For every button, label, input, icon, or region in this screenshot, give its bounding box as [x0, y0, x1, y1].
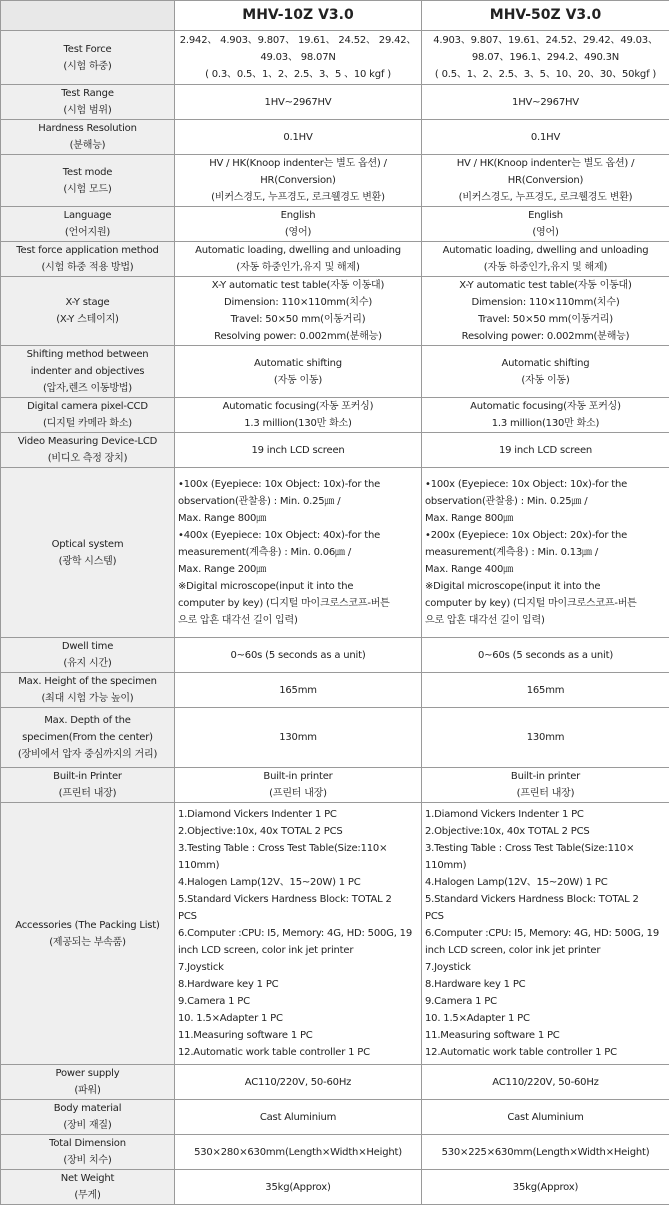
spec-row [1, 1065, 669, 1100]
spec-value-line: (프린터 내장) [425, 785, 666, 802]
spec-label-line: (시험 하중) [4, 58, 171, 75]
spec-value-line: 530×280×630mm(Length×Width×Height) [178, 1144, 418, 1161]
spec-label-line: indenter and objectives [4, 363, 171, 380]
spec-label-line: (무게) [4, 1187, 171, 1204]
spec-value-model-1 [175, 398, 422, 433]
spec-value-line: HR(Conversion) [178, 172, 418, 189]
spec-value-line: 3.Testing Table : Cross Test Table(Size:110× [425, 840, 666, 857]
spec-label [1, 277, 175, 346]
spec-value-model-1 [175, 1100, 422, 1135]
spec-value-line: (영어) [178, 224, 418, 241]
spec-value-line: Max. Range 800㎛ [178, 510, 418, 527]
spec-value-model-1 [175, 803, 422, 1065]
spec-label [1, 1170, 175, 1205]
spec-value-line: 8.Hardware key 1 PC [425, 976, 666, 993]
spec-label-line: Test Range [4, 85, 171, 102]
spec-value-line: 130mm [425, 729, 666, 746]
spec-label-line: (언어지원) [4, 224, 171, 241]
spec-label [1, 638, 175, 673]
spec-value-line: Automatic focusing(자동 포커싱) [425, 398, 666, 415]
spec-value-line: X-Y automatic test table(자동 이동대) [425, 277, 666, 294]
spec-value-line: AC110/220V, 50-60Hz [425, 1074, 666, 1091]
spec-value-line: 7.Joystick [178, 959, 418, 976]
spec-label-line: (유지 시간) [4, 655, 171, 672]
spec-label-line: Optical system [4, 536, 171, 553]
spec-value-line: Travel: 50×50 mm(이동거리) [425, 311, 666, 328]
spec-value-line: 0~60s (5 seconds as a unit) [178, 647, 418, 664]
spec-value-model-1 [175, 673, 422, 708]
spec-label-line: (장비 재질) [4, 1117, 171, 1134]
spec-value-line: Max. Range 200㎛ [178, 561, 418, 578]
spec-label [1, 1100, 175, 1135]
spec-value-line: computer by key) (디지털 마이크로스코프-버튼 [178, 595, 418, 612]
spec-value-line: 9.Camera 1 PC [178, 993, 418, 1010]
spec-value-line: •400x (Eyepiece: 10x Object: 40x)-for the [178, 527, 418, 544]
spec-value-line: Resolving power: 0.002mm(분해능) [425, 328, 666, 345]
spec-label-line: (최대 시험 가능 높이) [4, 690, 171, 707]
spec-value-line: 165mm [178, 682, 418, 699]
spec-value-line: 130mm [178, 729, 418, 746]
spec-value-model-1 [175, 708, 422, 768]
spec-value-line: observation(관찰용) : Min. 0.25㎛ / [178, 493, 418, 510]
spec-label-line: Hardness Resolution [4, 120, 171, 137]
spec-label [1, 346, 175, 398]
spec-row [1, 155, 669, 207]
spec-value-model-2 [422, 708, 669, 768]
spec-value-line: 4.903、9.807、19.61、24.52、29.42、49.03、 [425, 32, 666, 49]
spec-row [1, 31, 669, 85]
spec-label-line: specimen(From the center) [4, 729, 171, 746]
spec-label [1, 803, 175, 1065]
spec-label-line: (비디오 측정 장치) [4, 450, 171, 467]
spec-value-line: 8.Hardware key 1 PC [178, 976, 418, 993]
spec-row [1, 768, 669, 803]
spec-value-model-2 [422, 346, 669, 398]
spec-value-line: Travel: 50×50 mm(이동거리) [178, 311, 418, 328]
spec-row [1, 120, 669, 155]
spec-value-line: 165mm [425, 682, 666, 699]
spec-value-line: Automatic loading, dwelling and unloading [425, 242, 666, 259]
spec-value-line: (자동 이동) [425, 372, 666, 389]
spec-label-line: Digital camera pixel-CCD [4, 398, 171, 415]
spec-value-line: 35kg(Approx) [425, 1179, 666, 1196]
spec-value-model-1 [175, 155, 422, 207]
spec-value-line: 1.Diamond Vickers Indenter 1 PC [425, 806, 666, 823]
spec-value-line: Cast Aluminium [178, 1109, 418, 1126]
spec-value-line: 6.Computer :CPU: I5, Memory: 4G, HD: 500G, 19 [425, 925, 666, 942]
spec-value-line: observation(관찰용) : Min. 0.25㎛ / [425, 493, 666, 510]
spec-label-line: Net Weight [4, 1170, 171, 1187]
spec-value-line: 110mm) [178, 857, 418, 874]
spec-label-line: Shifting method between [4, 346, 171, 363]
spec-value-line: Dimension: 110×110mm(치수) [425, 294, 666, 311]
header-row [1, 1, 669, 31]
spec-value-line: AC110/220V, 50-60Hz [178, 1074, 418, 1091]
spec-value-model-1 [175, 768, 422, 803]
spec-row [1, 346, 669, 398]
spec-label [1, 207, 175, 242]
spec-value-model-2 [422, 768, 669, 803]
spec-label-line: (분해능) [4, 137, 171, 154]
spec-value-model-2 [422, 120, 669, 155]
spec-label [1, 85, 175, 120]
spec-value-line: Dimension: 110×110mm(치수) [178, 294, 418, 311]
spec-row [1, 207, 669, 242]
spec-row [1, 468, 669, 638]
spec-value-model-2 [422, 1100, 669, 1135]
spec-value-line: PCS [425, 908, 666, 925]
spec-value-model-2 [422, 433, 669, 468]
spec-value-line: English [425, 207, 666, 224]
spec-value-line: Built-in printer [178, 768, 418, 785]
spec-label [1, 433, 175, 468]
spec-value-line: 7.Joystick [425, 959, 666, 976]
spec-label-line: (시험 범위) [4, 102, 171, 119]
spec-value-model-2 [422, 638, 669, 673]
spec-label-line: (장비 치수) [4, 1152, 171, 1169]
spec-value-line: 2.Objective:10x, 40x TOTAL 2 PCS [425, 823, 666, 840]
spec-value-line: HV / HK(Knoop indenter는 별도 옵션) / [178, 155, 418, 172]
spec-value-line: 11.Measuring software 1 PC [425, 1027, 666, 1044]
spec-value-model-2 [422, 673, 669, 708]
spec-value-line: 19 inch LCD screen [425, 442, 666, 459]
spec-value-model-1 [175, 120, 422, 155]
spec-value-line: computer by key) (디지털 마이크로스코프-버튼 [425, 595, 666, 612]
spec-value-line: 1.Diamond Vickers Indenter 1 PC [178, 806, 418, 823]
spec-label [1, 768, 175, 803]
spec-value-line: Max. Range 400㎛ [425, 561, 666, 578]
spec-value-model-2 [422, 1065, 669, 1100]
spec-label-line: (광학 시스템) [4, 553, 171, 570]
spec-label-line: (시험 모드) [4, 181, 171, 198]
spec-label [1, 468, 175, 638]
spec-row [1, 398, 669, 433]
spec-value-line: 1.3 million(130만 화소) [425, 415, 666, 432]
spec-value-model-2 [422, 1170, 669, 1205]
spec-value-model-1 [175, 433, 422, 468]
spec-value-model-1 [175, 31, 422, 85]
spec-value-model-2 [422, 207, 669, 242]
spec-value-line: Automatic shifting [425, 355, 666, 372]
spec-label [1, 242, 175, 277]
spec-label-line: (시험 하중 적용 방법) [4, 259, 171, 276]
spec-label [1, 1135, 175, 1170]
spec-value-line: 으로 압흔 대각선 길이 입력) [425, 612, 666, 629]
spec-value-line: 1.3 million(130만 화소) [178, 415, 418, 432]
spec-value-line: inch LCD screen, color ink jet printer [178, 942, 418, 959]
spec-value-line: inch LCD screen, color ink jet printer [425, 942, 666, 959]
spec-value-line: 0.1HV [178, 129, 418, 146]
spec-value-line: (자동 하중인가,유지 및 해제) [425, 259, 666, 276]
spec-value-line: 98.07、196.1、294.2、490.3N [425, 49, 666, 66]
spec-value-line: Cast Aluminium [425, 1109, 666, 1126]
spec-value-line: 0~60s (5 seconds as a unit) [425, 647, 666, 664]
spec-label [1, 155, 175, 207]
spec-value-line: 1HV~2967HV [425, 94, 666, 111]
spec-value-line: 1HV~2967HV [178, 94, 418, 111]
spec-row [1, 638, 669, 673]
spec-label [1, 708, 175, 768]
spec-value-model-1 [175, 207, 422, 242]
spec-value-line: (영어) [425, 224, 666, 241]
spec-value-line: Automatic loading, dwelling and unloading [178, 242, 418, 259]
spec-label-line: Accessories (The Packing List) [4, 917, 171, 934]
spec-value-line: •100x (Eyepiece: 10x Object: 10x)-for the [178, 476, 418, 493]
spec-value-line: Resolving power: 0.002mm(분해능) [178, 328, 418, 345]
spec-label-line: (파워) [4, 1082, 171, 1099]
spec-label-line: Max. Depth of the [4, 712, 171, 729]
spec-label-line: (X-Y 스테이지) [4, 311, 171, 328]
spec-row [1, 1135, 669, 1170]
spec-value-model-2 [422, 31, 669, 85]
spec-value-line: Built-in printer [425, 768, 666, 785]
spec-value-line: ( 0.5、1、2、2.5、3、5、10、20、30、50kgf ) [425, 66, 666, 83]
spec-value-line: 9.Camera 1 PC [425, 993, 666, 1010]
spec-value-model-1 [175, 1065, 422, 1100]
spec-value-line: 4.Halogen Lamp(12V、15~20W) 1 PC [178, 874, 418, 891]
spec-value-line: 3.Testing Table : Cross Test Table(Size:110× [178, 840, 418, 857]
spec-label-line: Built-in Printer [4, 768, 171, 785]
spec-value-model-2 [422, 277, 669, 346]
spec-value-line: ※Digital microscope(input it into the [178, 578, 418, 595]
spec-value-line: (자동 이동) [178, 372, 418, 389]
spec-value-line: X-Y automatic test table(자동 이동대) [178, 277, 418, 294]
spec-label-line: Dwell time [4, 638, 171, 655]
spec-value-model-1 [175, 638, 422, 673]
spec-value-line: Automatic shifting [178, 355, 418, 372]
model-name-2: MHV-50Z V3.0 [422, 1, 669, 31]
spec-value-line: Max. Range 800㎛ [425, 510, 666, 527]
spec-value-line: 4.Halogen Lamp(12V、15~20W) 1 PC [425, 874, 666, 891]
spec-value-line: 19 inch LCD screen [178, 442, 418, 459]
spec-value-line: 530×225×630mm(Length×Width×Height) [425, 1144, 666, 1161]
spec-value-line: measurement(계측용) : Min. 0.06㎛ / [178, 544, 418, 561]
spec-value-model-1 [175, 277, 422, 346]
spec-value-line: HV / HK(Knoop indenter는 별도 옵션) / [425, 155, 666, 172]
spec-value-model-2 [422, 468, 669, 638]
spec-label-line: Language [4, 207, 171, 224]
spec-value-line: 6.Computer :CPU: I5, Memory: 4G, HD: 500G, 19 [178, 925, 418, 942]
spec-value-model-2 [422, 85, 669, 120]
spec-value-line: 12.Automatic work table controller 1 PC [178, 1044, 418, 1061]
spec-row [1, 85, 669, 120]
spec-value-model-2 [422, 398, 669, 433]
spec-row [1, 433, 669, 468]
spec-value-line: (자동 하중인가,유지 및 해제) [178, 259, 418, 276]
spec-label-line: Max. Height of the specimen [4, 673, 171, 690]
spec-label-line: Test mode [4, 164, 171, 181]
spec-label [1, 1065, 175, 1100]
spec-value-model-1 [175, 85, 422, 120]
spec-label-line: Test Force [4, 41, 171, 58]
spec-value-model-2 [422, 155, 669, 207]
spec-value-model-1 [175, 346, 422, 398]
model-name-1: MHV-10Z V3.0 [175, 1, 422, 31]
spec-value-model-2 [422, 1135, 669, 1170]
spec-value-line: •100x (Eyepiece: 10x Object: 10x)-for the [425, 476, 666, 493]
spec-value-model-1 [175, 468, 422, 638]
spec-value-line: (프린터 내장) [178, 785, 418, 802]
spec-label-line: X-Y stage [4, 294, 171, 311]
spec-value-line: Automatic focusing(자동 포커싱) [178, 398, 418, 415]
spec-label-line: (압자,렌즈 이동방법) [4, 380, 171, 397]
spec-value-line: ( 0.3、0.5、1、2、2.5、3、5 、10 kgf ) [178, 66, 418, 83]
spec-value-line: English [178, 207, 418, 224]
header-blank-cell [1, 1, 175, 31]
spec-label-line: Total Dimension [4, 1135, 171, 1152]
spec-value-line: 35kg(Approx) [178, 1179, 418, 1196]
spec-value-line: 110mm) [425, 857, 666, 874]
spec-row [1, 673, 669, 708]
spec-label [1, 673, 175, 708]
spec-value-line: ※Digital microscope(input it into the [425, 578, 666, 595]
spec-value-line: HR(Conversion) [425, 172, 666, 189]
spec-row [1, 242, 669, 277]
spec-value-line: 10. 1.5×Adapter 1 PC [178, 1010, 418, 1027]
spec-value-line: •200x (Eyepiece: 10x Object: 20x)-for the [425, 527, 666, 544]
spec-label-line: Power supply [4, 1065, 171, 1082]
spec-label [1, 120, 175, 155]
spec-row [1, 277, 669, 346]
spec-label-line: Video Measuring Device-LCD [4, 433, 171, 450]
spec-value-model-1 [175, 242, 422, 277]
spec-label-line: (장비에서 압자 중심까지의 거리) [4, 746, 171, 763]
spec-value-model-1 [175, 1170, 422, 1205]
spec-value-line: 5.Standard Vickers Hardness Block: TOTAL 2 [425, 891, 666, 908]
spec-row [1, 1170, 669, 1205]
spec-value-line: 2.Objective:10x, 40x TOTAL 2 PCS [178, 823, 418, 840]
spec-label-line: (프린터 내장) [4, 785, 171, 802]
spec-label-line: (제공되는 부속품) [4, 934, 171, 951]
spec-value-line: 0.1HV [425, 129, 666, 146]
spec-value-model-2 [422, 803, 669, 1065]
spec-value-line: 49.03、 98.07N [178, 49, 418, 66]
spec-value-line: (비커스경도, 누프경도, 로크웰경도 변환) [425, 189, 666, 206]
spec-value-model-1 [175, 1135, 422, 1170]
spec-value-line: 11.Measuring software 1 PC [178, 1027, 418, 1044]
spec-value-line: (비커스경도, 누프경도, 로크웰경도 변환) [178, 189, 418, 206]
spec-row [1, 803, 669, 1065]
spec-value-line: 10. 1.5×Adapter 1 PC [425, 1010, 666, 1027]
spec-label-line: Body material [4, 1100, 171, 1117]
spec-body [1, 31, 669, 1205]
spec-row [1, 708, 669, 768]
spec-value-line: 12.Automatic work table controller 1 PC [425, 1044, 666, 1061]
spec-label-line: (디지털 카메라 화소) [4, 415, 171, 432]
spec-value-line: measurement(계측용) : Min. 0.13㎛ / [425, 544, 666, 561]
spec-label-line: Test force application method [4, 242, 171, 259]
spec-label [1, 398, 175, 433]
spec-value-line: 으로 압흔 대각선 길이 입력) [178, 612, 418, 629]
spec-value-line: 5.Standard Vickers Hardness Block: TOTAL 2 [178, 891, 418, 908]
spec-value-model-2 [422, 242, 669, 277]
spec-value-line: 2.942、 4.903、9.807、 19.61、 24.52、 29.42、 [178, 32, 418, 49]
spec-label [1, 31, 175, 85]
spec-value-line: PCS [178, 908, 418, 925]
spec-row [1, 1100, 669, 1135]
